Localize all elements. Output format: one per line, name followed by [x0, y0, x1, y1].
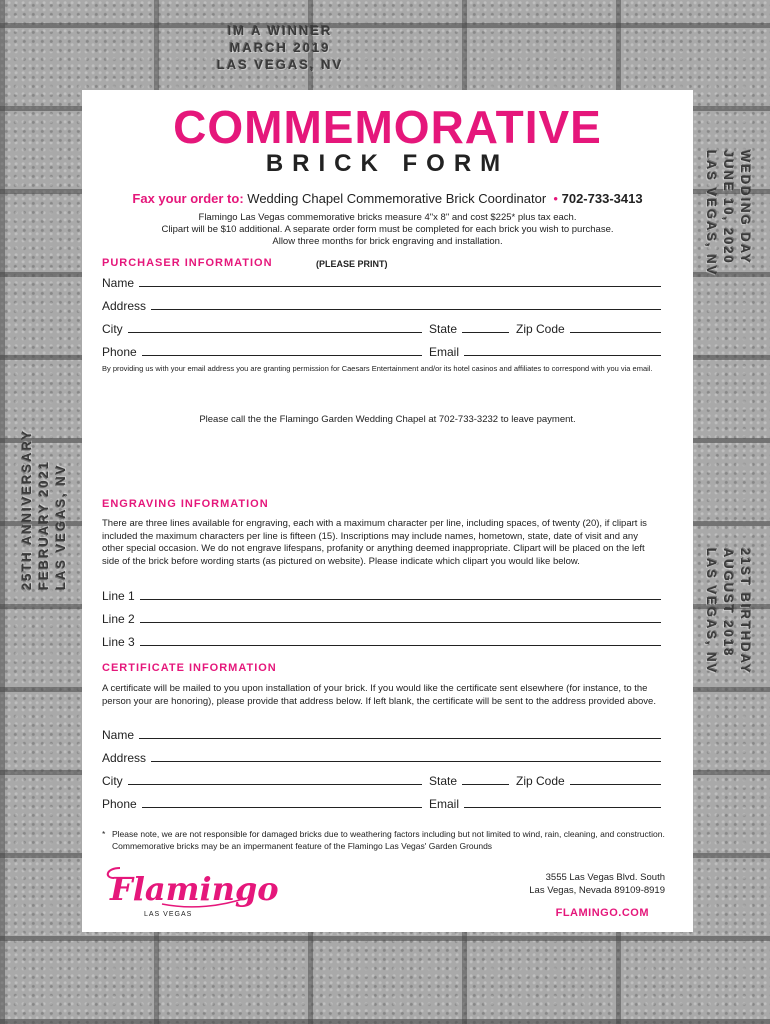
- address-line: Las Vegas, Nevada 89109-8919: [529, 884, 665, 896]
- footnote-star: *: [102, 829, 106, 839]
- brick-engraving-birthday: [700, 548, 754, 828]
- form-title: COMMEMORATIVE: [173, 101, 602, 153]
- brick-line: AUGUST 2018: [721, 548, 736, 658]
- field-label: Address: [102, 299, 147, 313]
- purchaser-email-field[interactable]: [429, 345, 661, 359]
- input-line[interactable]: [140, 599, 661, 600]
- field-label: Zip Code: [516, 774, 565, 788]
- engraving-text: There are three lines available for engraving, each with a maximum character per line, including spaces, of twenty (20), if clipart is included the maximum characters per line is fifteen (15). Inscriptions may include names, hometown, state, date of visit and any other special occasion. We do not engrave lifespans, profanity or anything deemed inappropriate. Clipart will be placed on the left side of the brick before wording starts (as pictured on website). Please indicate which clipart you would like below.: [102, 518, 647, 567]
- brick-line: 25TH ANNIVERSARY: [19, 428, 34, 590]
- input-line[interactable]: [462, 784, 509, 785]
- engraving-heading: ENGRAVING INFORMATION: [102, 498, 269, 510]
- purchaser-state-field[interactable]: [429, 322, 509, 336]
- field-label: Email: [429, 345, 460, 359]
- fax-line: [82, 191, 693, 206]
- input-line[interactable]: [140, 645, 661, 646]
- input-line[interactable]: [139, 738, 661, 739]
- brick-line: MARCH 2019: [229, 40, 331, 55]
- field-label: State: [429, 322, 458, 336]
- field-label: Name: [102, 276, 135, 290]
- purchaser-heading: PURCHASER INFORMATION: [102, 257, 273, 269]
- purchaser-phone-field[interactable]: [102, 345, 422, 359]
- input-line[interactable]: [128, 332, 422, 333]
- input-line[interactable]: [570, 784, 661, 785]
- purchaser-address-field[interactable]: [102, 299, 661, 313]
- input-line[interactable]: [142, 355, 422, 356]
- purchaser-zip-field[interactable]: [516, 322, 661, 336]
- fax-recipient: Wedding Chapel Commemorative Brick Coordinator: [247, 191, 547, 206]
- info-line: Clipart will be $10 additional. A separate order form must be completed for each brick you wish to purchase.: [161, 224, 614, 235]
- website-link[interactable]: FLAMINGO.COM: [555, 907, 649, 919]
- engraving-line3-field[interactable]: [102, 635, 661, 649]
- input-line[interactable]: [151, 309, 661, 310]
- brick-engraving-anniversary: [18, 330, 72, 590]
- certificate-city-field[interactable]: [102, 774, 422, 788]
- brick-line: LAS VEGAS, NV: [704, 150, 719, 277]
- brick-line: WEDDING DAY: [738, 150, 753, 265]
- certificate-zip-field[interactable]: [516, 774, 661, 788]
- damage-disclaimer: [102, 828, 672, 852]
- order-form-sheet: [82, 90, 693, 932]
- fax-bullet: •: [553, 191, 558, 206]
- engraving-line1-field[interactable]: [102, 589, 661, 603]
- certificate-name-field[interactable]: [102, 728, 661, 742]
- brick-engraving-wedding: [700, 150, 754, 430]
- brick-engraving-top: [200, 22, 360, 73]
- input-line[interactable]: [142, 807, 422, 808]
- field-label: Line 1: [102, 589, 135, 603]
- info-line: Flamingo Las Vegas commemorative bricks measure 4"x 8" and cost $225* plus tax each.: [198, 212, 577, 223]
- input-line[interactable]: [464, 355, 661, 356]
- logo-wordmark: Flamingo: [110, 870, 279, 908]
- brick-line: 21ST BIRTHDAY: [738, 548, 753, 675]
- certificate-address-field[interactable]: [102, 751, 661, 765]
- certificate-text: A certificate will be mailed to you upon installation of your brick. If you would like the certificate sent elsewhere (for instance, to the person your are honoring), please provide that address below. If left blank, the certificate will be sent to the address provided above.: [102, 683, 656, 707]
- disclaimer-text: Please note, we are not responsible for damaged bricks due to weathering factors including but not limited to wind, rain, cleaning, and construction. Commemorative bricks may be an impermanent feature of the Flamingo Las Vegas' Garden Grounds: [112, 829, 665, 851]
- mailing-address: [529, 872, 665, 897]
- fax-label: Fax your order to:: [132, 191, 244, 206]
- field-label: City: [102, 774, 123, 788]
- certificate-phone-field[interactable]: [102, 797, 422, 811]
- field-label: Line 2: [102, 612, 135, 626]
- brick-line: FEBRUARY 2021: [36, 459, 51, 590]
- purchaser-city-field[interactable]: [102, 322, 422, 336]
- input-line[interactable]: [140, 622, 661, 623]
- field-label: Zip Code: [516, 322, 565, 336]
- brick-line: LAS VEGAS, NV: [216, 57, 344, 72]
- certificate-state-field[interactable]: [429, 774, 509, 788]
- payment-note: Please call the the Flamingo Garden Wedding Chapel at 702-733-3232 to leave payment.: [199, 414, 576, 425]
- input-line[interactable]: [139, 286, 661, 287]
- brick-line: IM A WINNER: [227, 23, 333, 38]
- field-label: Phone: [102, 345, 137, 359]
- address-line: 3555 Las Vegas Blvd. South: [545, 872, 665, 883]
- flamingo-logo: [102, 860, 279, 920]
- pricing-info: [112, 212, 663, 248]
- input-line[interactable]: [151, 761, 661, 762]
- field-label: City: [102, 322, 123, 336]
- fax-number: 702-733-3413: [561, 191, 643, 206]
- email-consent: By providing us with your email address you are granting permission for Caesars Entertainment and/or its hotel casinos and affiliates to correspond with you via email.: [102, 364, 653, 373]
- input-line[interactable]: [128, 784, 422, 785]
- field-label: Phone: [102, 797, 137, 811]
- engraving-line2-field[interactable]: [102, 612, 661, 626]
- purchaser-name-field[interactable]: [102, 276, 661, 290]
- field-label: State: [429, 774, 458, 788]
- field-label: Line 3: [102, 635, 135, 649]
- info-line: Allow three months for brick engraving and installation.: [272, 236, 503, 247]
- brick-line: LAS VEGAS, NV: [53, 463, 68, 590]
- input-line[interactable]: [462, 332, 509, 333]
- input-line[interactable]: [464, 807, 661, 808]
- print-note: (PLEASE PRINT): [316, 259, 388, 269]
- field-label: Email: [429, 797, 460, 811]
- certificate-email-field[interactable]: [429, 797, 661, 811]
- certificate-heading: CERTIFICATE INFORMATION: [102, 662, 277, 674]
- logo-sub: LAS VEGAS: [144, 911, 193, 918]
- field-label: Address: [102, 751, 147, 765]
- brick-line: JUNE 10, 2020: [721, 150, 736, 265]
- field-label: Name: [102, 728, 135, 742]
- input-line[interactable]: [570, 332, 661, 333]
- form-subtitle: BRICK FORM: [265, 150, 510, 177]
- brick-line: LAS VEGAS, NV: [704, 548, 719, 675]
